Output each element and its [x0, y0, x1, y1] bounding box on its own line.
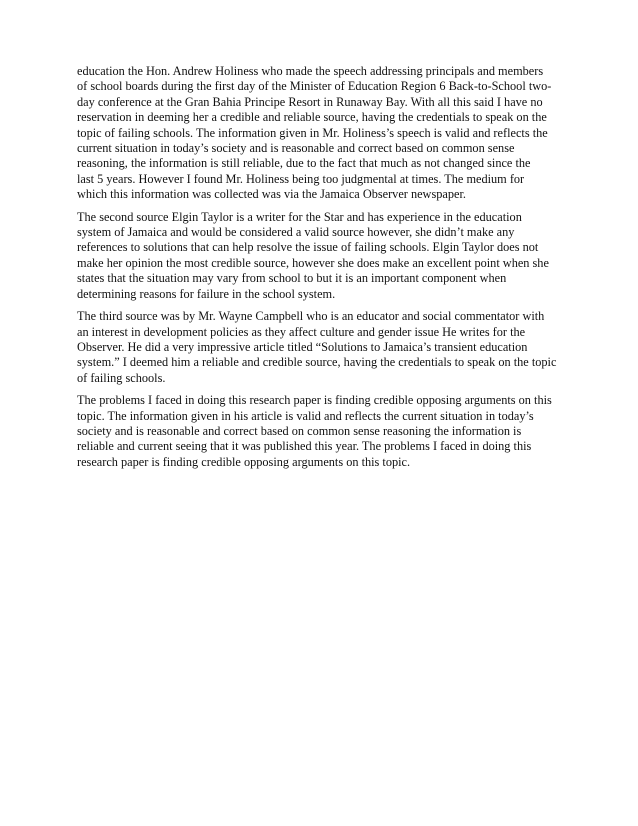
- document-body: [77, 64, 563, 477]
- paragraph-research-problems: The problems I faced in doing this research paper is finding credible opposing arguments on this topic. The information given in his article is valid and reflects the current situation in today’s society and is reasonable and correct based on common sense reasoning the information is reliable and current seeing that it was published this year. The problems I faced in doing this research paper is finding credible opposing arguments on this topic.: [77, 393, 552, 469]
- paragraph-campbell-source: The third source was by Mr. Wayne Campbell who is an educator and social commentator with an interest in development policies as they affect culture and gender issue He writes for the Observer. He did a very impressive article titled “Solutions to Jamaica’s transient education system.” I deemed him a reliable and credible source, having the credentials to speak on the topic of failing schools.: [77, 309, 557, 385]
- paragraph-holiness-source: education the Hon. Andrew Holiness who made the speech addressing principals and members of school boards during the first day of the Minister of Education Region 6 Back-to-School two- day conference at the Gran Bahia Principe Resort in Runaway Bay. With all this said I have no reservation in deeming her a credible and reliable source, having the credentials to speak on the topic of failing schools. The information given in Mr. Holiness’s speech is valid and reflects the current situation in today’s society and is reasonable and correct based on common sense reasoning, the information is still reliable, due to the fact that much as not changed since the last 5 years. However I found Mr. Holiness being too judgmental at times. The medium for which this information was collected was via the Jamaica Observer newspaper.: [77, 64, 552, 202]
- paragraph-taylor-source: The second source Elgin Taylor is a writer for the Star and has experience in the education system of Jamaica and would be considered a valid source however, she didn’t make any references to solutions that can help resolve the issue of failing schools. Elgin Taylor does not make her opinion the most credible source, however she does make an excellent point when she states that the situation may vary from school to but it is an important component when determining reasons for failure in the school system.: [77, 209, 549, 301]
